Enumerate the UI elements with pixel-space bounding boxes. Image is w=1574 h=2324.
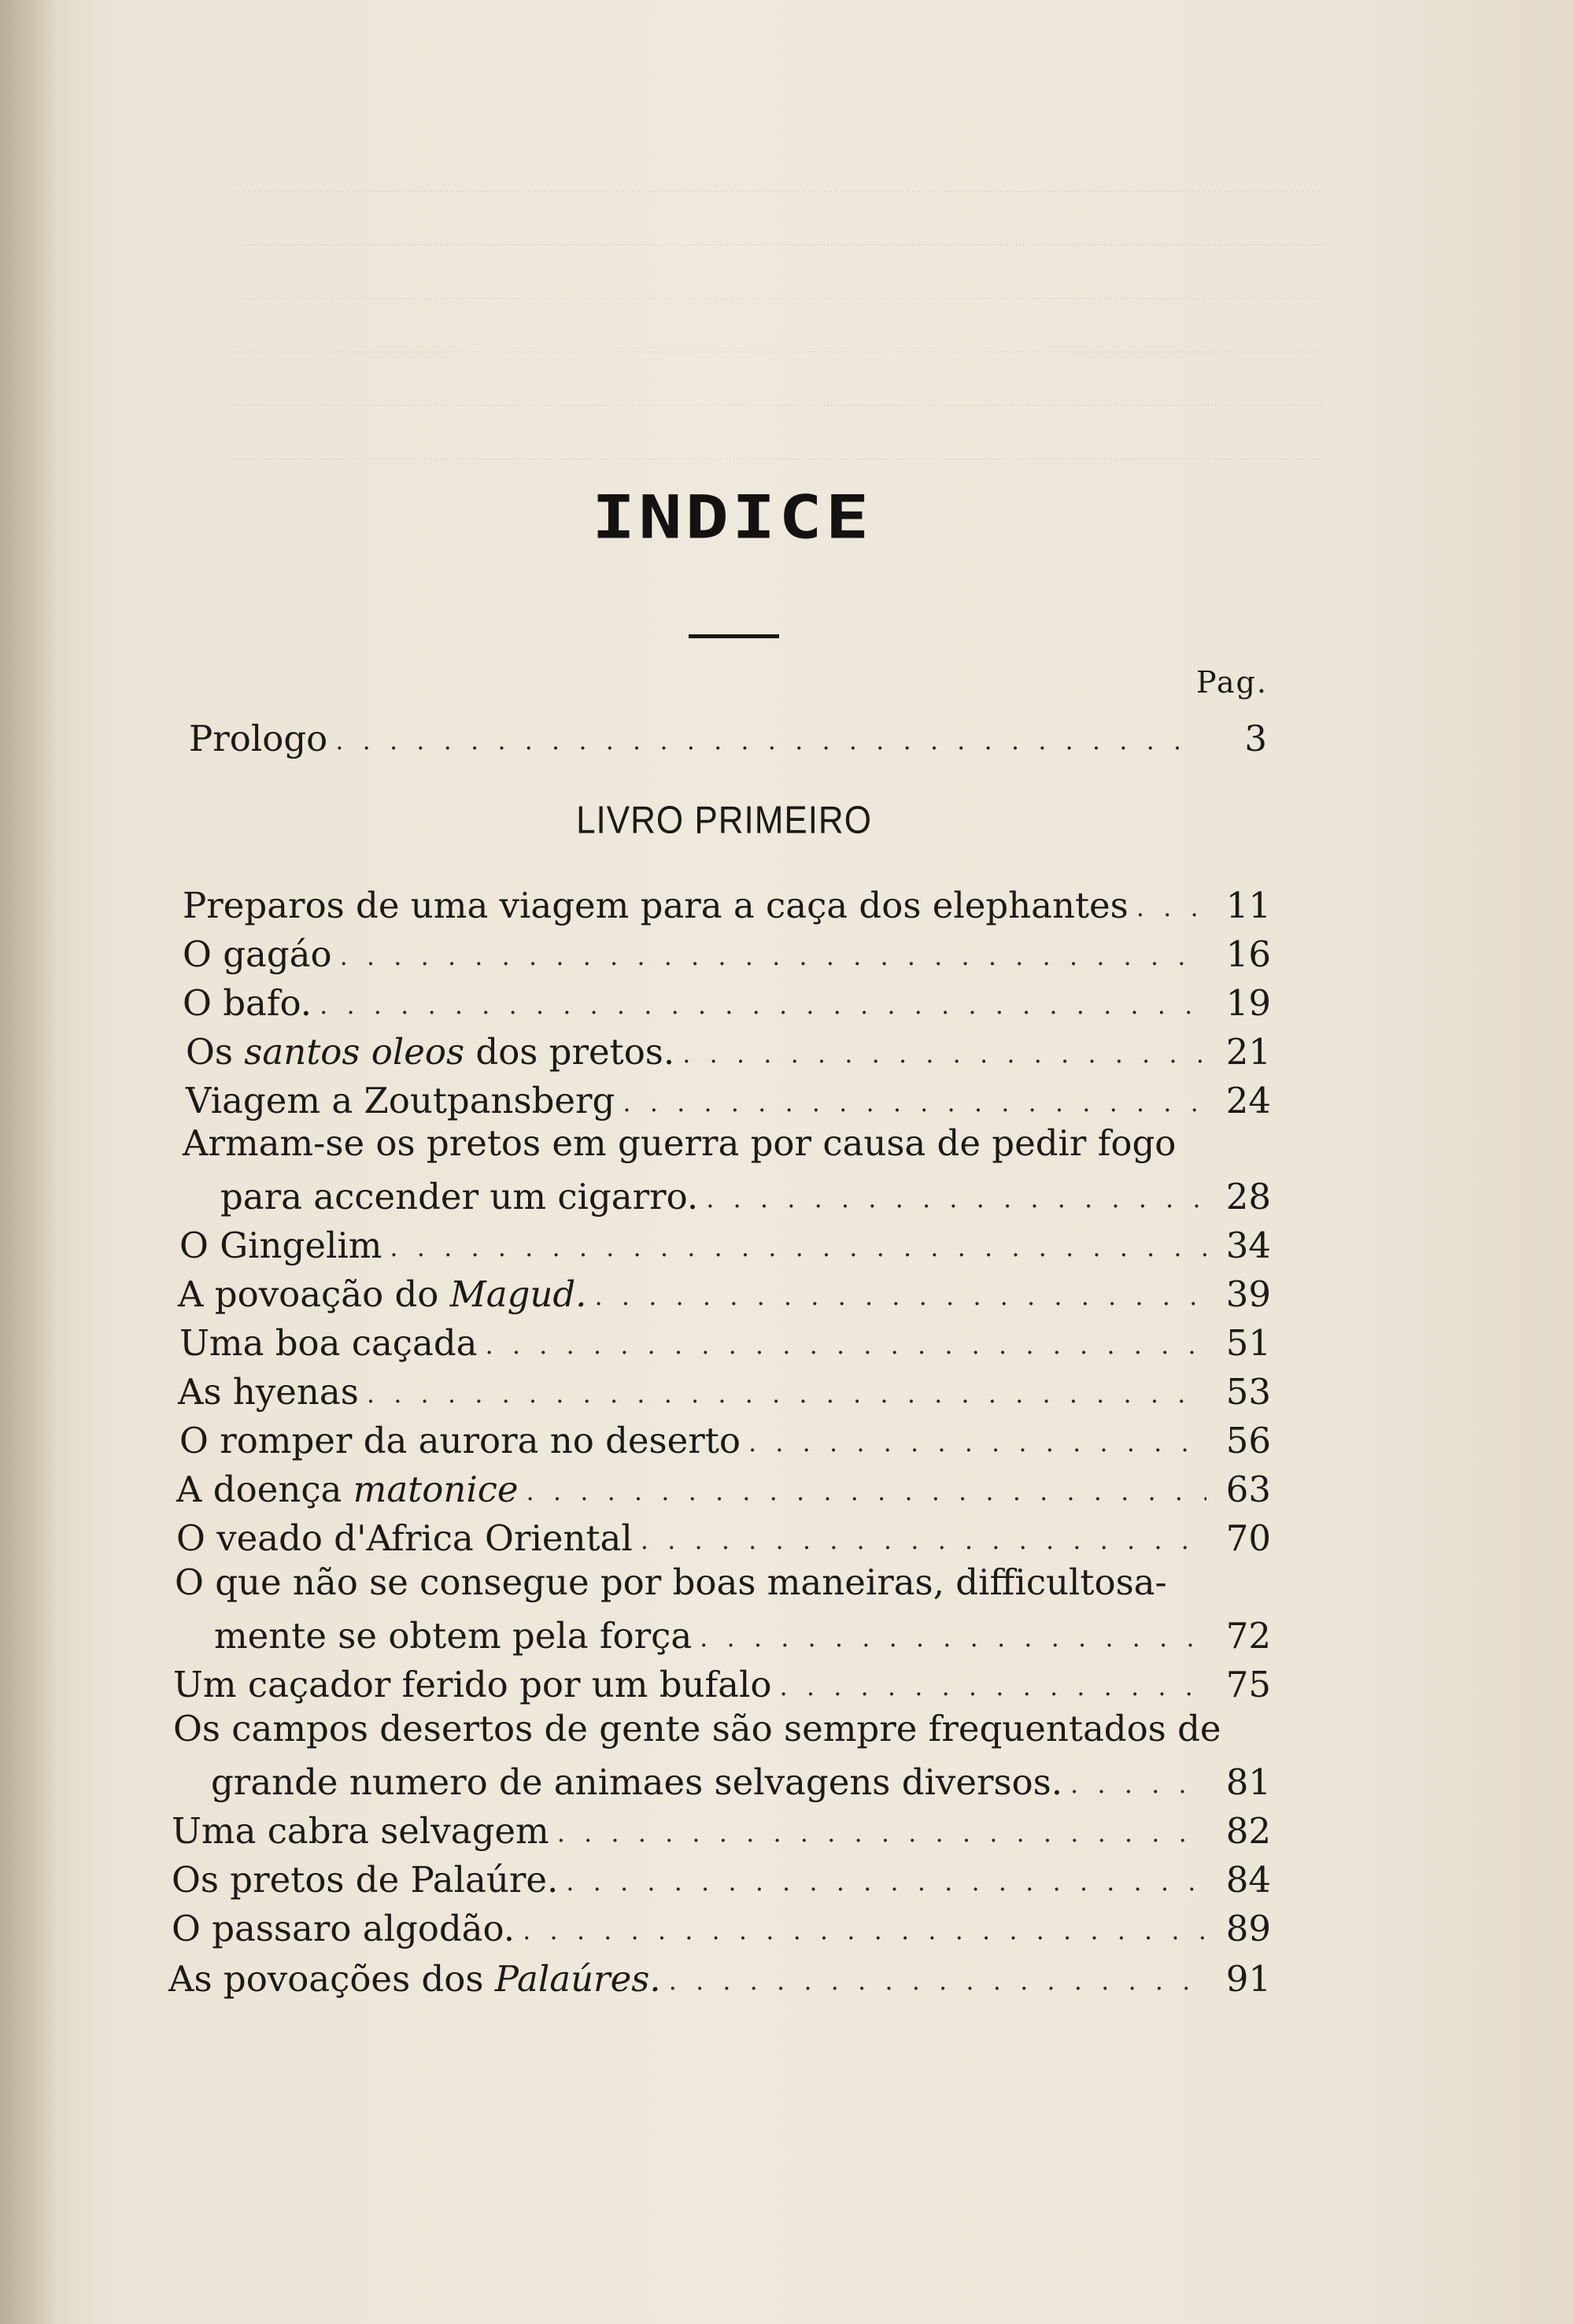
toc-entry-title	[183, 935, 332, 974]
toc-entry-page: 89	[1225, 1908, 1271, 1949]
toc-entry-text: Preparos de uma viagem para a caça dos elephantes	[183, 885, 1129, 926]
toc-entry-title	[179, 1421, 741, 1461]
dot-leader	[523, 1919, 1206, 1942]
toc-entry-title	[172, 1909, 515, 1949]
toc-entry-text: Uma boa caçada	[179, 1322, 478, 1364]
toc-entry-page: 72	[1225, 1615, 1271, 1657]
toc-entry-page: 63	[1225, 1469, 1271, 1510]
dot-leader	[700, 1626, 1206, 1650]
section-heading: LIVRO PRIMEIRO	[576, 799, 872, 842]
toc-entry-text: O que não se consegue por boas maneiras, difficultosa-	[175, 1561, 1167, 1603]
toc-entry-text: O passaro algodão.	[172, 1908, 515, 1949]
toc-entry-title: Prologo	[189, 718, 328, 759]
dot-leader	[682, 1042, 1206, 1066]
toc-entry-title	[179, 1226, 382, 1265]
toc-entry-page: 82	[1225, 1810, 1271, 1852]
toc-entry-text: O bafo.	[183, 982, 312, 1024]
toc-entry-italic-text: santos oleos	[244, 1031, 465, 1073]
toc-entry-text: Uma cabra selvagem	[172, 1810, 549, 1852]
toc-entry-page: 19	[1225, 982, 1271, 1024]
toc-entry-page: 16	[1225, 933, 1271, 975]
toc-entry	[214, 1612, 1271, 1656]
toc-entry	[179, 1319, 1271, 1363]
toc-entry	[173, 1709, 1221, 1753]
toc-entry-text: para accender um cigarro.	[220, 1176, 699, 1217]
toc-entry-title	[173, 1665, 772, 1705]
toc-entry-text: Os campos desertos de gente são sempre frequentados de	[173, 1708, 1221, 1749]
toc-entry	[168, 1955, 1271, 1999]
toc-entry-italic-text: Magud.	[449, 1273, 587, 1315]
toc-entry-italic-text: matonice	[353, 1469, 519, 1510]
dot-leader	[485, 1333, 1206, 1357]
toc-entry	[172, 1905, 1271, 1949]
dot-leader	[1070, 1772, 1206, 1796]
dot-leader	[641, 1528, 1206, 1552]
toc-entry-title	[186, 1081, 615, 1121]
toc-entry-title	[179, 1324, 477, 1363]
toc-entry-page: 21	[1225, 1031, 1271, 1073]
toc-entry-title	[211, 1763, 1062, 1802]
toc-entry	[179, 1417, 1271, 1461]
dot-leader	[390, 1236, 1206, 1259]
toc-entry-text: O Gingelim	[179, 1225, 382, 1266]
toc-entry-title	[183, 984, 312, 1023]
toc-entry-title	[186, 1033, 674, 1072]
toc-entry-title	[178, 1275, 587, 1314]
toc-entry-text: O gagáo	[183, 933, 332, 975]
toc-entry	[186, 1077, 1271, 1121]
toc-entry-page: 3	[1244, 718, 1267, 759]
toc-entry	[178, 1270, 1271, 1314]
toc-entry-text: Armam-se os pretos em guerra por causa de pedir fogo	[183, 1122, 1177, 1164]
dot-leader	[557, 1821, 1206, 1845]
dot-leader	[623, 1091, 1206, 1114]
dot-leader	[669, 1969, 1206, 1993]
toc-entry-page: 70	[1225, 1517, 1271, 1559]
toc-entry-page: 91	[1225, 1958, 1271, 2000]
toc-entry	[172, 1807, 1271, 1851]
toc-entry-title	[214, 1616, 692, 1656]
toc-entry-text: Um caçador ferido por um bufalo	[173, 1664, 772, 1705]
toc-entry-text: As povoações dos	[168, 1958, 495, 2000]
toc-entry-text-tail: dos pretos.	[464, 1031, 675, 1073]
toc-entry	[173, 1661, 1271, 1705]
toc-entry	[183, 1124, 1176, 1168]
dot-leader	[748, 1431, 1206, 1454]
toc-entry	[176, 1514, 1271, 1558]
toc-entry-title	[183, 886, 1129, 926]
toc-entry-italic-text: Palaúres.	[494, 1958, 661, 2000]
toc-entry-title	[175, 1561, 1167, 1603]
toc-entry-text: mente se obtem pela força	[214, 1615, 693, 1657]
toc-entry-text: A povoação do	[178, 1273, 450, 1315]
toc-entry-title	[183, 1122, 1176, 1164]
toc-entry	[175, 1563, 1167, 1607]
toc-entry-text: Os	[186, 1031, 245, 1073]
dot-leader	[340, 944, 1206, 968]
toc-entry-title	[220, 1177, 698, 1217]
toc-entry-page: 84	[1225, 1859, 1271, 1901]
toc-entry-page: 39	[1225, 1273, 1271, 1315]
dot-leader	[566, 1870, 1206, 1894]
page-title: INDICE	[591, 482, 873, 552]
toc-entry-title	[172, 1812, 549, 1851]
toc-entry-title	[172, 1860, 558, 1900]
toc-entry	[186, 1028, 1271, 1072]
toc-entry	[183, 930, 1271, 974]
page-column-label: Pag.	[1196, 665, 1268, 700]
toc-entry-text: O romper da aurora no deserto	[179, 1420, 741, 1461]
toc-entry	[183, 881, 1271, 926]
toc-entry-title	[176, 1470, 519, 1509]
dot-leader	[527, 1480, 1206, 1503]
toc-entry-page: 56	[1225, 1420, 1271, 1461]
toc-entry-page: 81	[1225, 1761, 1271, 1803]
toc-entry	[183, 979, 1271, 1023]
toc-entry-page: 11	[1225, 885, 1271, 926]
toc-entry-text: grande numero de animaes selvagens diversos.	[211, 1761, 1063, 1803]
dot-leader	[320, 993, 1206, 1017]
dot-leader	[595, 1284, 1207, 1308]
dot-leader	[367, 1382, 1206, 1406]
toc-entry-title	[168, 1960, 661, 1999]
toc-entry-title	[178, 1373, 359, 1412]
toc-entry-text: Os pretos de Palaúre.	[172, 1859, 559, 1901]
toc-entry-text: A doença	[176, 1469, 353, 1510]
toc-entry-title	[173, 1708, 1221, 1749]
toc-entry	[172, 1856, 1271, 1900]
dot-leader	[780, 1675, 1207, 1698]
toc-entry	[211, 1758, 1271, 1802]
toc-entry-page: 51	[1225, 1322, 1271, 1364]
toc-entry-page: 34	[1225, 1225, 1271, 1266]
toc-entry-page: 53	[1225, 1371, 1271, 1413]
toc-entry-text: O veado d'Africa Oriental	[176, 1517, 633, 1559]
toc-entry-text: Viagem a Zoutpansberg	[186, 1080, 615, 1121]
toc-entry-title	[176, 1519, 633, 1558]
toc-entry-page: 75	[1225, 1664, 1271, 1705]
toc-entry	[179, 1221, 1271, 1265]
dot-leader	[706, 1187, 1206, 1210]
toc-entry-page: 24	[1225, 1080, 1271, 1121]
dot-leader	[1136, 896, 1206, 919]
toc-entry	[220, 1173, 1271, 1217]
toc-entry-text: As hyenas	[178, 1371, 359, 1413]
toc-entry	[176, 1465, 1271, 1509]
toc-entry-page: 28	[1225, 1176, 1271, 1217]
toc-entry	[178, 1368, 1271, 1412]
